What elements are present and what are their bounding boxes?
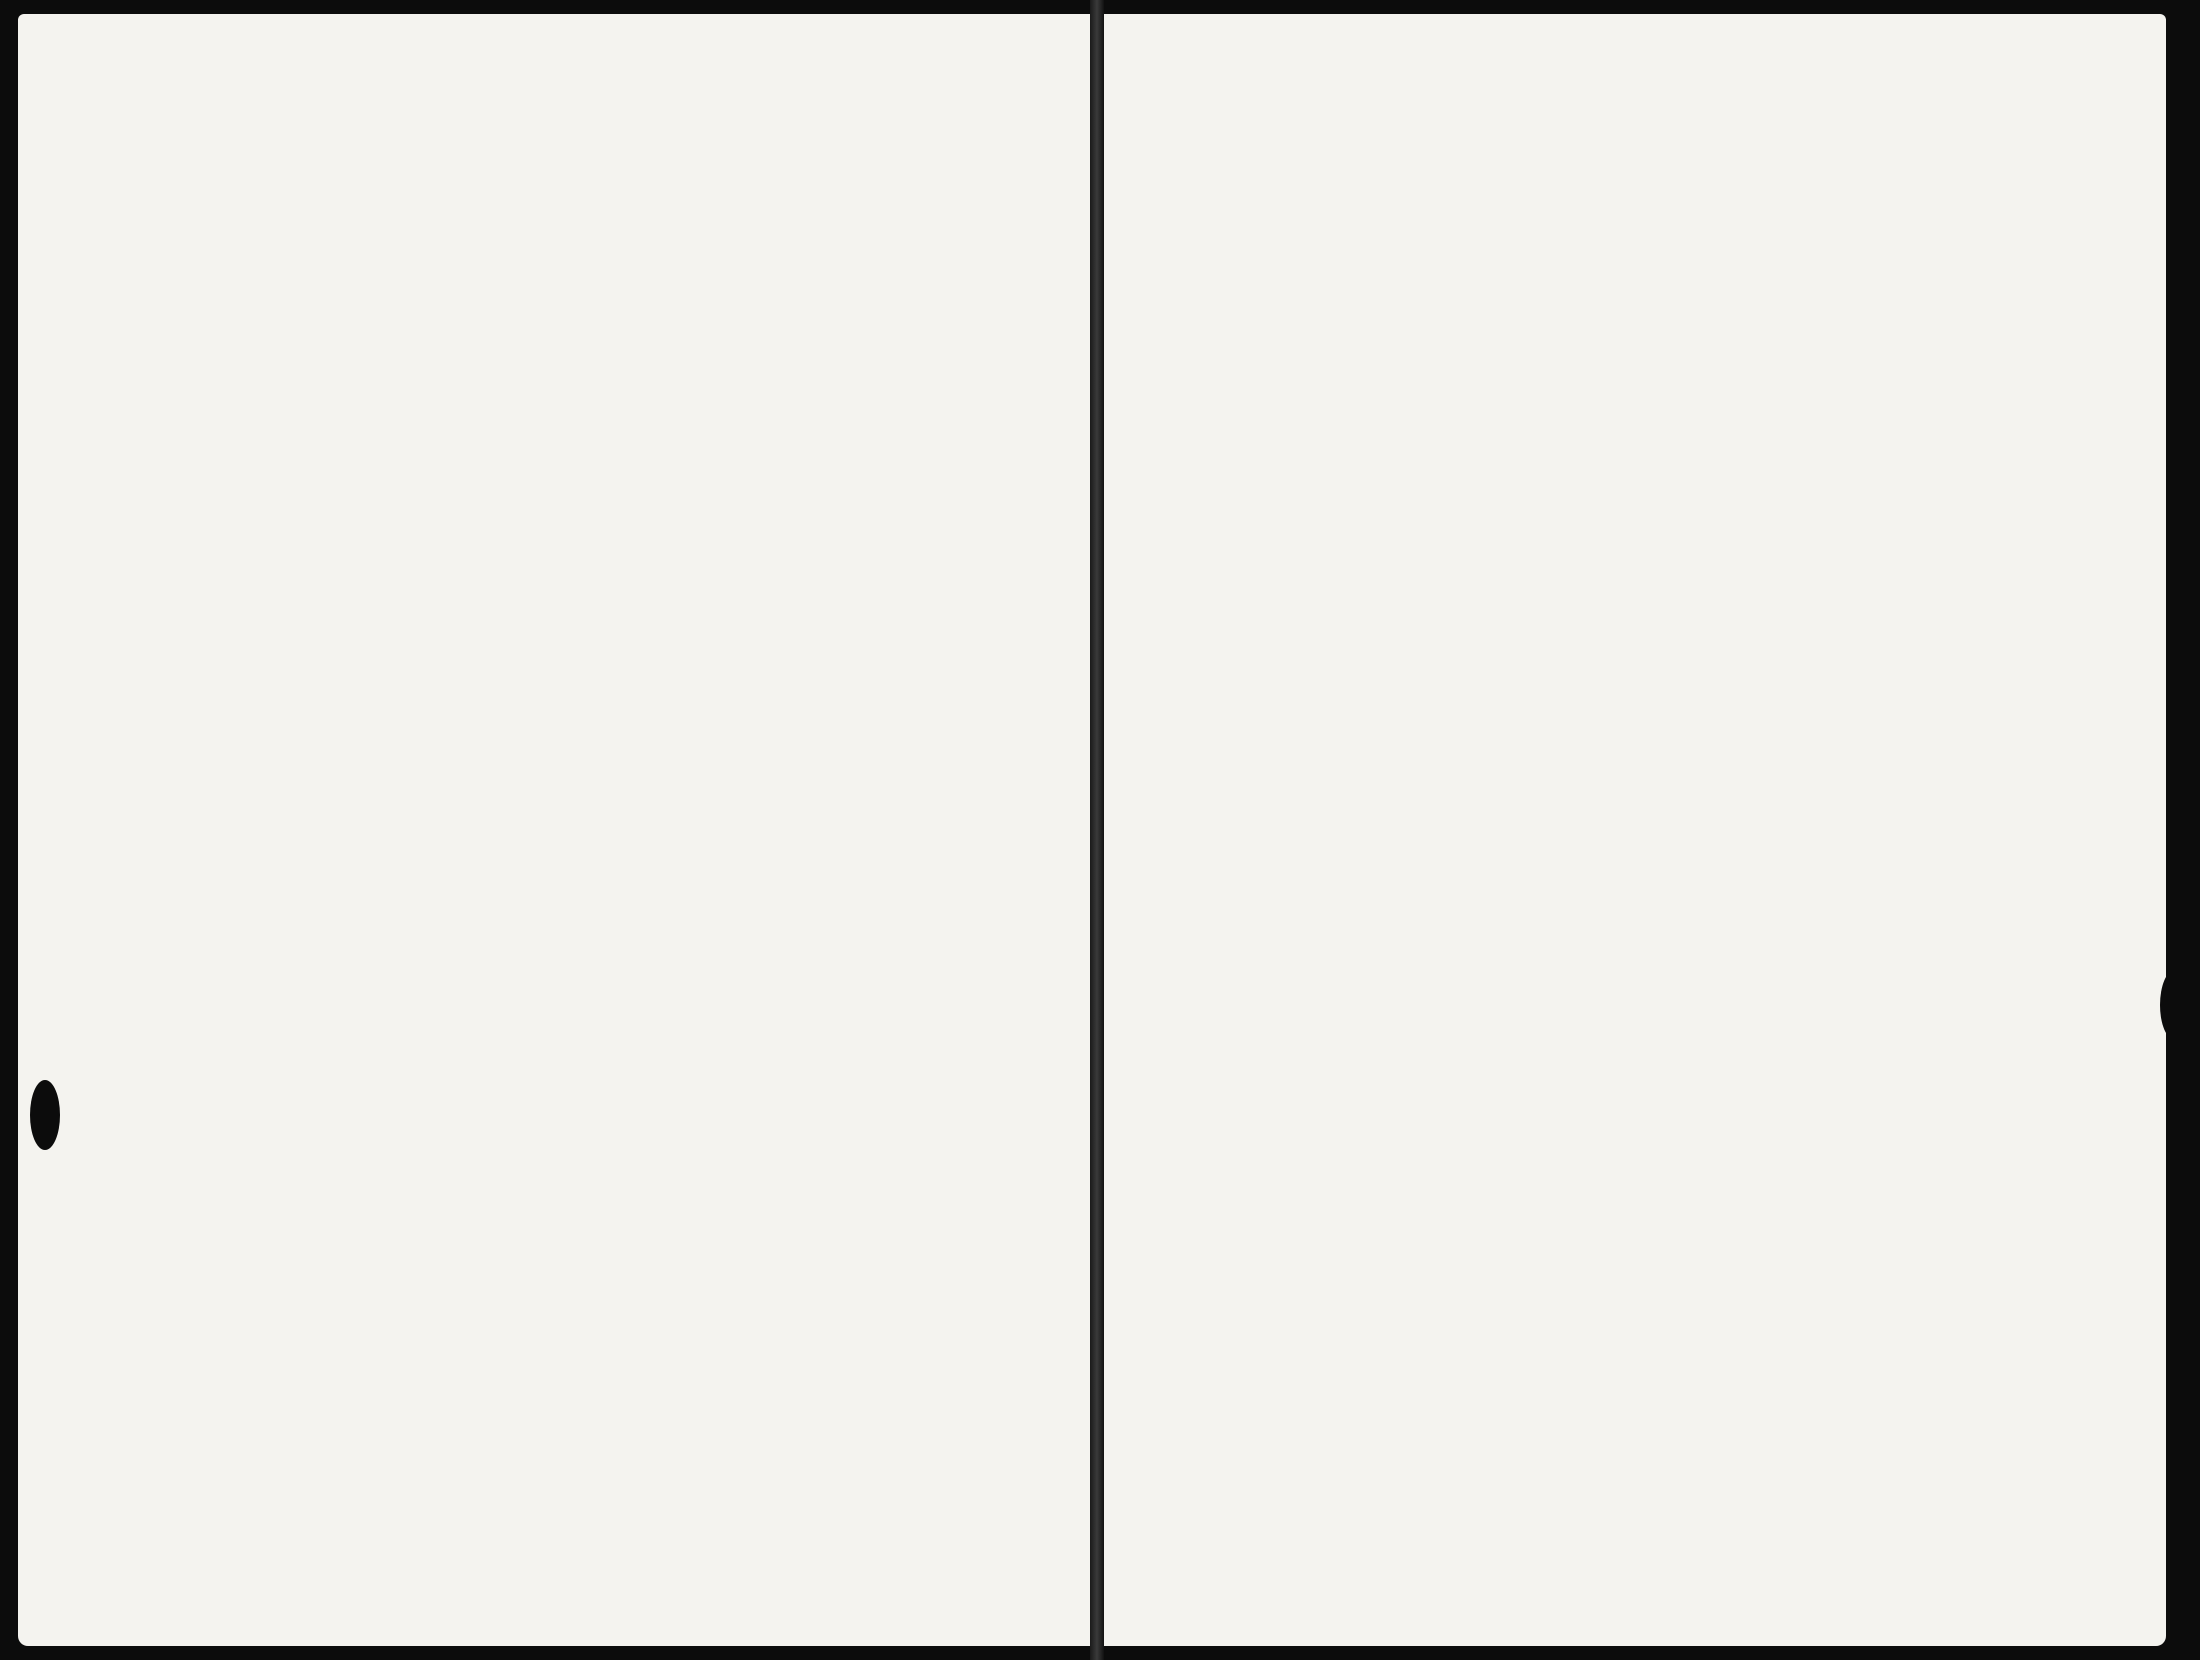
christian-doctrine-header	[724, 110, 764, 220]
admitted-header	[826, 110, 866, 210]
catechism-missed-header	[768, 108, 808, 220]
